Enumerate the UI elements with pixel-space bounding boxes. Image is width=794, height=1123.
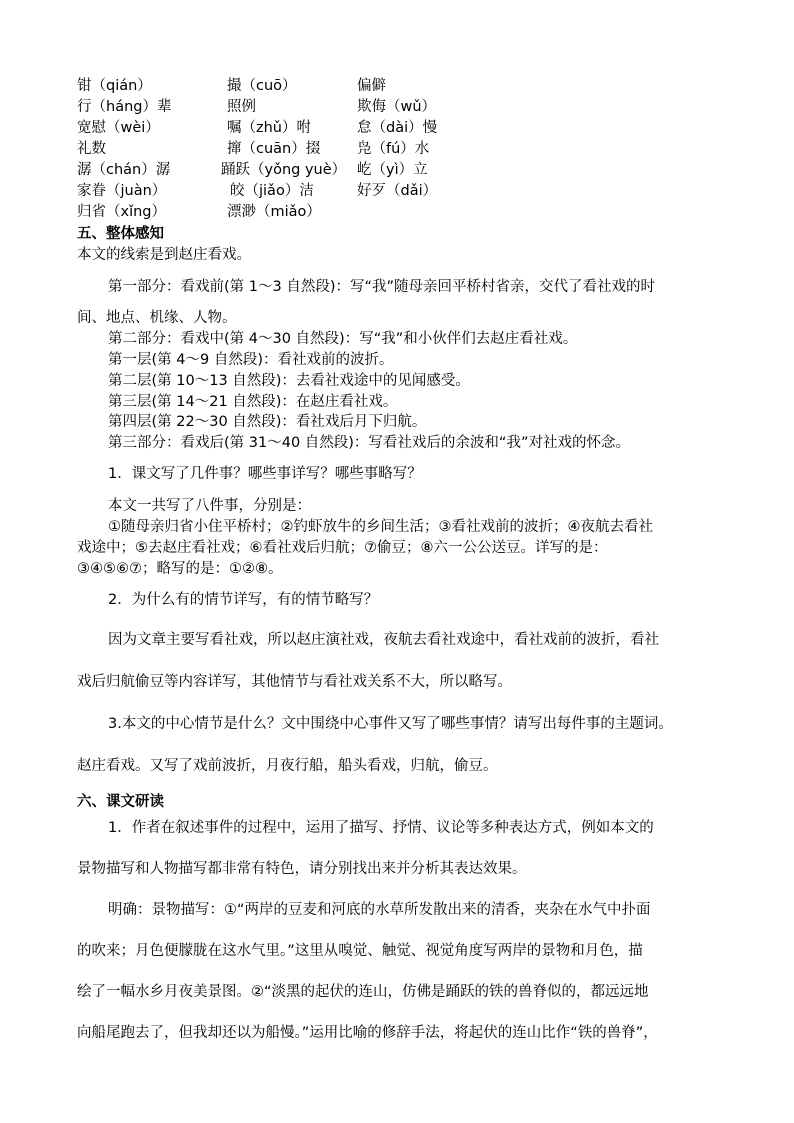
answer-line: ③④⑤⑥⑦；略写的是：①②⑧。 — [77, 561, 283, 577]
question: 2．为什么有的情节详写，有的情节略写？ — [108, 592, 379, 608]
outline-part: 第三部分：看戏后(第 31～40 自然段)：写看社戏后的余波和“我”对社戏的怀念。 — [108, 435, 630, 451]
vocab-word: 行（háng）辈 — [77, 99, 172, 115]
outline-part: 第二部分：看戏中(第 4～30 自然段)：写“我”和小伙伴们去赵庄看社戏。 — [108, 331, 578, 347]
section-heading: 六、课文研读 — [77, 794, 164, 810]
vocab-word: 欺侮（wǔ） — [357, 99, 437, 115]
answer-line: 戏途中；⑤去赵庄看社戏；⑥看社戏后归航；⑦偷豆；⑧六一公公送豆。详写的是： — [77, 540, 608, 556]
vocab-word: 撺（cuān）掇 — [227, 141, 321, 157]
vocab-word: 照例 — [227, 99, 256, 115]
vocab-word: 漂渺（miǎo） — [227, 204, 321, 220]
answer-line: 的吹来；月色便朦胧在这水气里。”这里从嗅觉、触觉、视觉角度写两岸的景物和月色，描 — [77, 943, 643, 959]
vocab-word: 踊跃（yǒng yuè） — [221, 162, 347, 178]
outline-layer: 第三层(第 14～21 自然段)：在赵庄看社戏。 — [108, 394, 398, 410]
paragraph-line: 间、地点、机缘、人物。 — [77, 310, 237, 326]
question: 3.本文的中心情节是什么？文中围绕中心事件又写了哪些事情？请写出每件事的主题词。 — [108, 716, 673, 732]
answer-line: ①随母亲归省小住平桥村；②钓虾放牛的乡间生活；③看社戏前的波折；④夜航去看社 — [108, 519, 653, 535]
outline-layer: 第一层(第 4～9 自然段)：看社戏前的波折。 — [108, 352, 394, 368]
vocab-word: 潺（chán）潺 — [77, 162, 171, 178]
vocab-word: 凫（fú）水 — [357, 141, 430, 157]
paragraph-line: 第一部分：看戏前(第 1～3 自然段)：写“我”随母亲回平桥村省亲，交代了看社戏的时 — [108, 279, 656, 295]
vocab-word: 宽慰（wèi） — [77, 120, 160, 136]
vocab-word: 怠（dài）慢 — [357, 120, 438, 136]
question: 1．课文写了几件事？哪些事详写？哪些事略写？ — [108, 466, 422, 482]
section-heading: 五、整体感知 — [77, 226, 164, 242]
outline-layer: 第四层(第 22～30 自然段)：看社戏后月下归航。 — [108, 414, 427, 430]
vocab-word: 家眷（juàn） — [77, 183, 167, 199]
vocab-word: 钳（qián） — [77, 78, 152, 94]
outline-layer: 第二层(第 10～13 自然段)：去看社戏途中的见闻感受。 — [108, 373, 470, 389]
answer-line: 绘了一幅水乡月夜美景图。②“淡黑的起伏的连山，仿佛是踊跃的铁的兽脊似的，都远远地 — [77, 984, 649, 1000]
answer-line: 本文一共写了八件事，分别是： — [108, 498, 311, 514]
vocab-word: 屹（yì）立 — [357, 162, 428, 178]
answer-line: 明确：景物描写：①“两岸的豆麦和河底的水草所发散出来的清香，夹杂在水气中扑面 — [108, 902, 651, 918]
question: 景物描写和人物描写都非常有特色，请分别找出来并分析其表达效果。 — [77, 861, 527, 877]
vocab-word: 偏僻 — [357, 78, 386, 94]
answer-line: 因为文章主要写看社戏，所以赵庄演社戏，夜航去看社戏途中，看社戏前的波折，看社 — [108, 632, 659, 648]
vocab-word: 归省（xǐng） — [77, 204, 167, 220]
answer-line: 戏后归航偷豆等内容详写，其他情节与看社戏关系不大，所以略写。 — [77, 674, 512, 690]
vocab-word: 好歹（dǎi） — [357, 183, 438, 199]
vocab-word: 礼数 — [77, 141, 106, 157]
vocab-word: 嘱（zhǔ）咐 — [227, 120, 311, 136]
vocab-word: 撮（cuō） — [227, 78, 297, 94]
vocab-word: 皎（jiǎo）洁 — [230, 183, 314, 199]
paragraph: 本文的线索是到赵庄看戏。 — [77, 247, 251, 263]
question: 1．作者在叙述事件的过程中，运用了描写、抒情、议论等多种表达方式，例如本文的 — [108, 820, 654, 836]
answer-line: 赵庄看戏。又写了戏前波折，月夜行船，船头看戏，归航，偷豆。 — [77, 758, 498, 774]
answer-line: 向船尾跑去了，但我却还以为船慢。”运用比喻的修辞手法，将起伏的连山比作“铁的兽脊”， — [77, 1025, 658, 1041]
